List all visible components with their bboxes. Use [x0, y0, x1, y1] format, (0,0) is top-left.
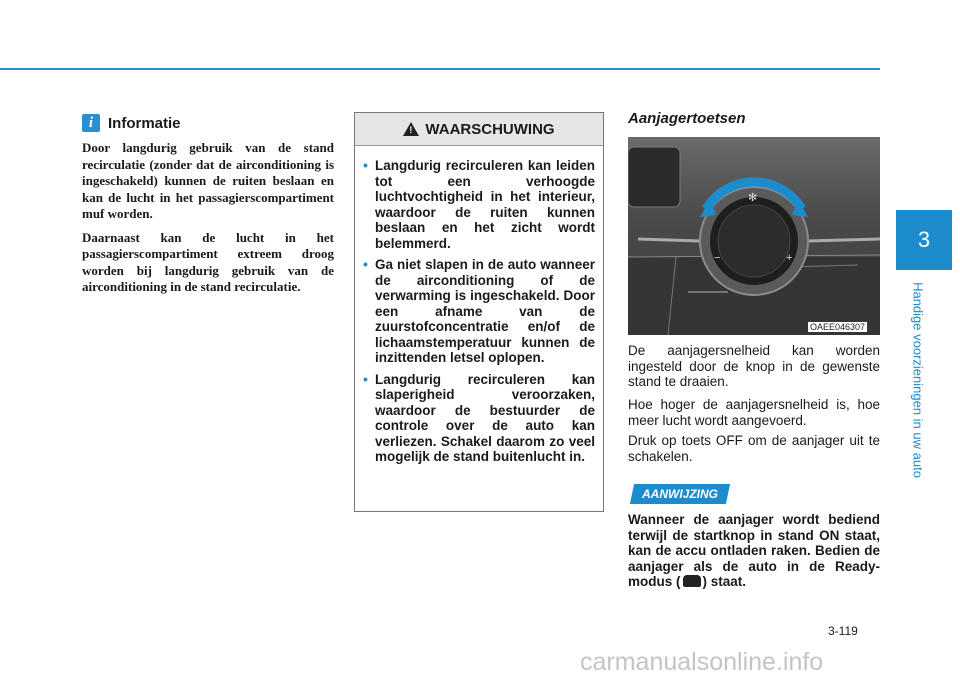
notice-text: Wanneer de aanjager wordt bediend terwijl de startknop in stand ON staat, kan de accu ontladen raken. Bedien de aanjager als de auto in de Ready-modus ( — [628, 512, 880, 589]
blower-knob-photo — [628, 137, 880, 335]
warning-box — [354, 112, 604, 512]
info-header — [82, 114, 181, 132]
section-paragraph: De aanjagersnelheid kan worden ingesteld door de knop in de gewenste stand te draaien. — [628, 343, 880, 389]
blower-knob-illustration — [628, 137, 880, 335]
warning-item: • Langdurig recirculeren kan slaperigheid veroorzaken, waardoor de bestuurder de controle over de auto kan verliezen. Schakel daarom zo veel mogelijk de stand buitenlucht in. — [363, 372, 595, 465]
warning-list — [355, 146, 603, 465]
warning-title: WAARSCHUWING — [425, 120, 555, 138]
watermark: carmanualsonline.info — [580, 648, 824, 676]
info-title: Informatie — [108, 114, 181, 132]
info-paragraph: Daarnaast kan de lucht in het passagierscompartiment extreem droog worden bij langdurig gebruik van de airconditioning in de stand recirculatie. — [82, 229, 334, 294]
page-number: 3-119 — [828, 624, 858, 638]
notice-text-end: ) staat. — [702, 574, 747, 589]
chapter-title-vertical: Handige voorzieningen in uw auto — [910, 282, 926, 478]
warning-item: • Ga niet slapen in de auto wanneer de airconditioning of de verwarming is ingeschakeld. Door een afname van de zuurstofconcentratie en/of de lichaamstemperatuur kunnen de inzittenden letsel oplopen. — [363, 257, 595, 366]
info-paragraph: Door langdurig gebruik van de stand recirculatie (zonder dat de airconditioning is ingeschakeld) kunnen de ruiten beslaan en kan de lucht in het passagierscompartiment muf worden. — [82, 140, 334, 221]
svg-text:−: − — [714, 252, 721, 264]
notice-badge: AANWIJZING — [630, 484, 730, 504]
warning-triangle-icon: ! — [403, 122, 419, 136]
warning-item: • Langdurig recirculeren kan leiden tot een verhoogde luchtvochtigheid in het interieur, waardoor de ruiten kunnen beslaan en het zicht wordt belemmerd. — [363, 158, 595, 251]
svg-text:✻: ✻ — [748, 192, 758, 204]
section-paragraph: Druk op toets OFF om de aanjager uit te schakelen. — [628, 433, 880, 464]
svg-text:+: + — [786, 252, 793, 264]
chapter-number-tab: 3 — [896, 210, 952, 270]
warning-header — [355, 113, 603, 146]
image-code: OAEE046307 — [810, 322, 866, 332]
section-title: Aanjagertoetsen — [628, 110, 746, 127]
info-icon: i — [82, 114, 100, 132]
header-rule — [0, 68, 880, 70]
ready-mode-car-icon — [683, 575, 701, 587]
section-paragraph: Hoe hoger de aanjagersnelheid is, hoe meer lucht wordt aangevoerd. — [628, 397, 880, 428]
notice-body — [628, 512, 880, 590]
info-body — [82, 140, 334, 303]
